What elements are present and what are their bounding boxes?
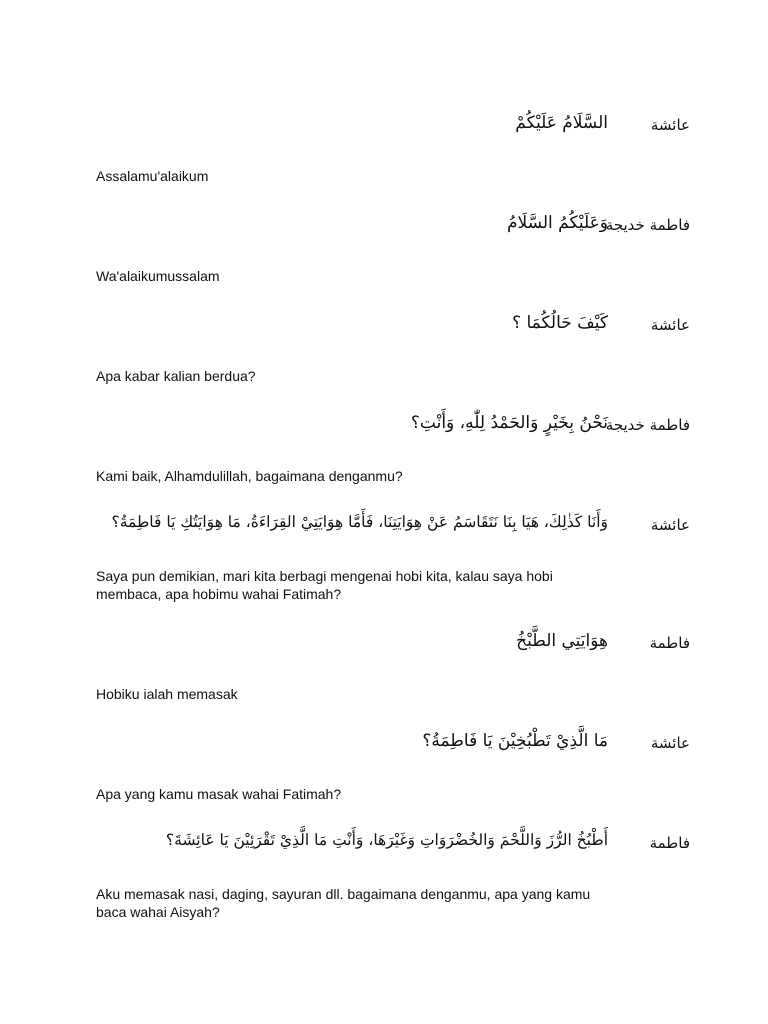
speaker-name: فاطمة — [649, 834, 690, 852]
speaker-name: عائشة — [650, 734, 690, 752]
translation-text: Kami baik, Alhamdulillah, bagaimana denganmu? — [96, 468, 403, 484]
arabic-text: وَأَنَا كَذٰلِكَ، هَيَا بِنَا نَتَقَاسَمُ عَنْ هِوَايَتِنَا، فَأَمَّا هِوَايَتِيْ القِرَاءَةُ، مَا هِوَايَتُكِ يَا فَاطِمَةُ؟ — [111, 513, 608, 531]
translation-text: Apa kabar kalian berdua? — [96, 368, 256, 384]
arabic-text: أَطْبُخُ الرُّزَ وَاللَّحْمَ وَالخُضْرَوَاتِ وَغَيْرَهَا، وَأَنْتِ مَا الَّذِيْ تَقْرَئِيْنَ يَا عَائِشَةَ؟ — [165, 831, 608, 849]
arabic-text: مَا الَّذِيْ تَطْبُخِيْنَ يَا فَاطِمَةُ؟ — [422, 731, 608, 751]
speaker-name: عائشة — [650, 116, 690, 134]
arabic-text: السَّلَامُ عَلَيْكُمْ — [515, 113, 608, 133]
translation-text: Wa'alaikumussalam — [96, 268, 220, 284]
arabic-text: نَحْنُ بِخَيْرٍ وَالحَمْدُ لِلّٰهِ، وَأَنْتِ؟ — [410, 413, 608, 433]
translation-text: Aku memasak nasi, daging, sayuran dll. bagaimana denganmu, apa yang kamu baca wahai Aisyah? — [96, 886, 591, 920]
translation-text: Hobiku ialah memasak — [96, 686, 238, 702]
speaker-name: فاطمة خديجة — [605, 416, 690, 434]
arabic-text: كَيْفَ حَالُكُمَا ؟ — [512, 313, 608, 333]
arabic-text: هِوَايَتِي الطَّبْخُ — [516, 631, 608, 651]
translation-text: Apa yang kamu masak wahai Fatimah? — [96, 786, 342, 802]
speaker-name: فاطمة — [649, 634, 690, 652]
speaker-name: عائشة — [650, 316, 690, 334]
speaker-name: عائشة — [650, 516, 690, 534]
translation-text: Saya pun demikian, mari kita berbagi mengenai hobi kita, kalau saya hobi membaca, apa hobimu wahai Fatimah? — [96, 568, 553, 602]
speaker-name: فاطمة خديجة — [605, 216, 690, 234]
arabic-text: وَعَلَيْكُمُ السَّلَامُ — [507, 213, 608, 233]
translation-text: Assalamu'alaikum — [96, 168, 209, 184]
